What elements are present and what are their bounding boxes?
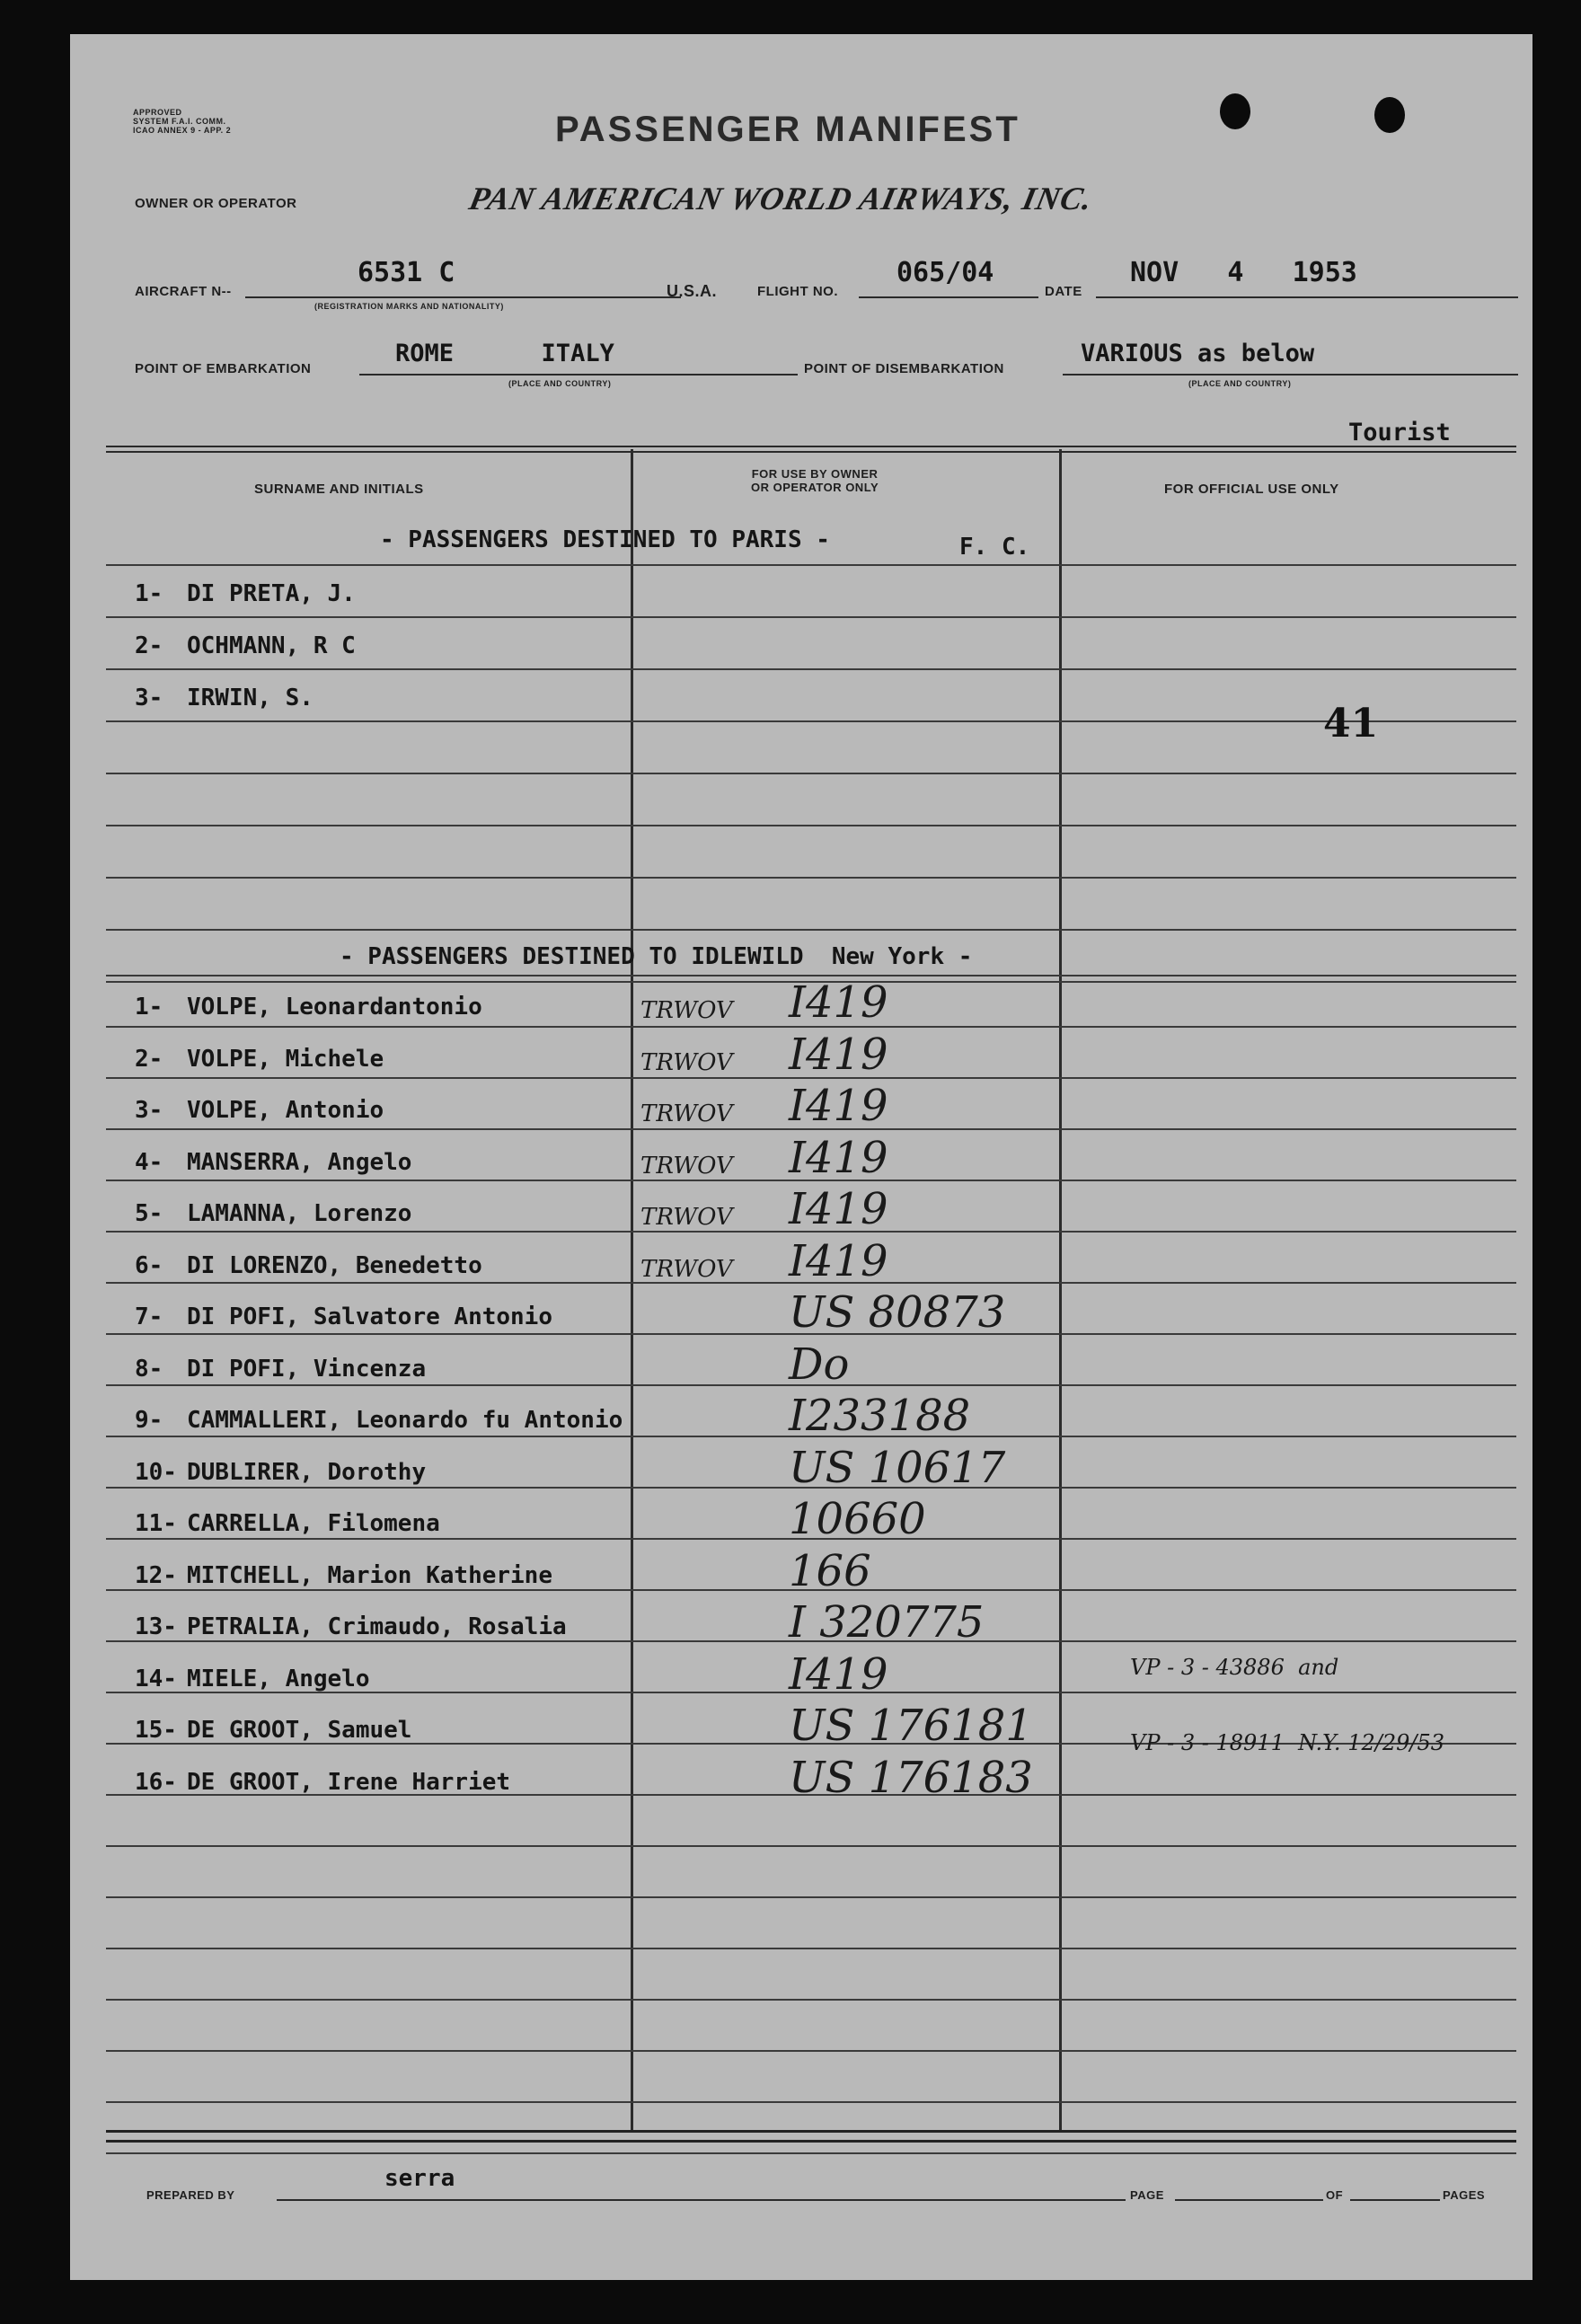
ny-passenger-code: TRWOV xyxy=(640,1048,733,1076)
ny-row-number: 11- xyxy=(135,1510,177,1537)
ny-passenger-name: CAMMALLERI, Leonardo fu Antonio xyxy=(187,1407,623,1434)
date-value: NOV 4 1953 xyxy=(1130,257,1357,288)
prepared-by-label: PREPARED BY xyxy=(146,2188,235,2202)
ny-passenger-name: VOLPE, Michele xyxy=(187,1045,384,1073)
ruled-line xyxy=(106,1896,1516,1898)
ny-passenger-name: MITCHELL, Marion Katherine xyxy=(187,1561,552,1589)
ny-passenger-code: TRWOV xyxy=(640,1152,733,1180)
ny-passenger-id: I419 xyxy=(789,1235,888,1286)
paris-row-number: 2- xyxy=(135,632,163,659)
embark-value: ROME ITALY xyxy=(395,340,614,367)
ny-passenger-id: 10660 xyxy=(789,1494,926,1544)
ny-passenger-code: TRWOV xyxy=(640,1255,733,1283)
ny-row-number: 6- xyxy=(135,1251,163,1279)
ny-passenger-name: LAMANNA, Lorenzo xyxy=(187,1200,412,1227)
ny-row-number: 14- xyxy=(135,1665,177,1692)
ny-passenger-name: DI POFI, Salvatore Antonio xyxy=(187,1303,552,1330)
owner-use-line-2: OR OPERATOR ONLY xyxy=(751,481,879,494)
page-label: PAGE xyxy=(1130,2188,1164,2202)
ny-passenger-name: DI LORENZO, Benedetto xyxy=(187,1251,482,1279)
disembark-underline xyxy=(1063,374,1518,376)
ny-row-number: 1- xyxy=(135,994,163,1021)
of-underline xyxy=(1350,2199,1440,2201)
ruled-line xyxy=(106,1845,1516,1847)
table-top-border xyxy=(106,446,1516,453)
aircraft-underline xyxy=(245,296,681,298)
ny-row-number: 15- xyxy=(135,1717,177,1744)
ny-row-number: 9- xyxy=(135,1407,163,1434)
official-note xyxy=(1130,1604,1444,1806)
paris-row-number: 3- xyxy=(135,685,163,711)
ny-passenger-id: US 176181 xyxy=(789,1701,1033,1751)
ny-row-number: 10- xyxy=(135,1458,177,1486)
flight-underline xyxy=(859,296,1038,298)
approval-note xyxy=(133,108,231,135)
approval-line-3: ICAO ANNEX 9 - APP. 2 xyxy=(133,126,232,135)
column-divider-1 xyxy=(631,449,633,2130)
aircraft-value: 6531 C xyxy=(358,257,455,288)
official-mark-41: 41 xyxy=(1323,701,1379,747)
ruled-line xyxy=(106,564,1516,566)
ny-passenger-id: I419 xyxy=(789,1029,888,1080)
ny-passenger-id: I419 xyxy=(789,1081,888,1131)
owner-use-line-1: FOR USE BY OWNER xyxy=(751,467,879,481)
ruled-line xyxy=(106,877,1516,879)
prepared-by-value: serra xyxy=(384,2165,455,2192)
ny-row-number: 8- xyxy=(135,1355,163,1383)
ny-passenger-id: I233188 xyxy=(789,1391,971,1441)
column-header-surname: SURNAME AND INITIALS xyxy=(254,482,424,497)
ny-passenger-name: DI POFI, Vincenza xyxy=(187,1355,427,1383)
official-note-line-1: VP - 3 - 43886 and xyxy=(1130,1655,1339,1680)
disembark-place-note: (PLACE AND COUNTRY) xyxy=(1188,379,1292,388)
ny-passenger-code: TRWOV xyxy=(640,1204,733,1231)
manifest-sheet xyxy=(70,34,1532,2280)
ruled-line xyxy=(106,2050,1516,2052)
punch-hole-left xyxy=(1220,93,1250,129)
ruled-line xyxy=(106,616,1516,618)
ny-passenger-id: I419 xyxy=(789,977,888,1028)
paris-passenger-name: DI PRETA, J. xyxy=(187,580,356,607)
ny-passenger-id: I419 xyxy=(789,1648,888,1700)
ny-passenger-name: MIELE, Angelo xyxy=(187,1665,370,1692)
disembark-label: POINT OF DISEMBARKATION xyxy=(804,361,1004,376)
ruled-line xyxy=(106,929,1516,931)
ny-passenger-name: VOLPE, Antonio xyxy=(187,1097,384,1124)
ny-passenger-name: DUBLIRER, Dorothy xyxy=(187,1458,427,1486)
ny-passenger-name: CARRELLA, Filomena xyxy=(187,1510,440,1537)
ny-row-number: 13- xyxy=(135,1613,177,1640)
approval-line-2: SYSTEM F.A.I. COMM. xyxy=(133,117,226,126)
ny-passenger-name: DE GROOT, Irene Harriet xyxy=(187,1768,511,1796)
class-label: Tourist xyxy=(1348,419,1451,446)
registration-note: (REGISTRATION MARKS AND NATIONALITY) xyxy=(314,302,504,311)
date-label: DATE xyxy=(1045,284,1082,299)
form-title: PASSENGER MANIFEST xyxy=(555,110,1020,149)
owner-label: OWNER OR OPERATOR xyxy=(135,196,297,211)
ny-passenger-id: I 320775 xyxy=(789,1597,985,1648)
of-label: OF xyxy=(1326,2188,1344,2202)
section-paris-tag: F. C. xyxy=(959,534,1030,561)
ny-row-number: 3- xyxy=(135,1097,163,1124)
paris-passenger-name: IRWIN, S. xyxy=(187,685,314,711)
punch-hole-right xyxy=(1374,97,1405,133)
ny-passenger-name: VOLPE, Leonardantonio xyxy=(187,994,482,1021)
flight-label: FLIGHT NO. xyxy=(757,284,838,299)
ruled-line xyxy=(106,2152,1516,2154)
aircraft-label: AIRCRAFT N-- xyxy=(135,284,232,299)
table-bottom-border xyxy=(106,2130,1516,2143)
ny-passenger-code: TRWOV xyxy=(640,1100,733,1127)
section-idlewild-heading: - PASSENGERS DESTINED TO IDLEWILD New York - xyxy=(340,943,973,970)
ny-row-number: 5- xyxy=(135,1200,163,1227)
ruled-line xyxy=(106,1999,1516,2001)
ny-passenger-name: MANSERRA, Angelo xyxy=(187,1148,412,1176)
ruled-line xyxy=(106,1948,1516,1949)
country-label: U.S.A. xyxy=(667,282,718,300)
paris-passenger-name: OCHMANN, R C xyxy=(187,632,356,659)
embark-place-note: (PLACE AND COUNTRY) xyxy=(508,379,612,388)
column-header-owner-use xyxy=(751,467,879,494)
ny-passenger-name: PETRALIA, Crimaudo, Rosalia xyxy=(187,1613,567,1640)
ny-row-number: 12- xyxy=(135,1561,177,1589)
approval-line-1: APPROVED xyxy=(133,108,182,117)
ny-row-number: 16- xyxy=(135,1768,177,1796)
page-underline xyxy=(1175,2199,1323,2201)
embark-underline xyxy=(359,374,798,376)
ny-passenger-id: US 10617 xyxy=(789,1442,1006,1493)
date-underline xyxy=(1096,296,1518,298)
flight-value: 065/04 xyxy=(896,257,994,288)
ny-passenger-name: DE GROOT, Samuel xyxy=(187,1717,412,1744)
ruled-line xyxy=(106,825,1516,826)
embark-label: POINT OF EMBARKATION xyxy=(135,361,312,376)
ny-passenger-code: TRWOV xyxy=(640,997,733,1024)
paris-row-number: 1- xyxy=(135,580,163,607)
ruled-line xyxy=(106,720,1516,722)
ruled-line xyxy=(106,2101,1516,2103)
section-paris-heading: - PASSENGERS DESTINED TO PARIS - xyxy=(380,526,830,553)
ny-row-number: 2- xyxy=(135,1045,163,1073)
airline-logo: PAN AMERICAN WORLD AIRWAYS, INC. xyxy=(465,181,1097,216)
disembark-value: VARIOUS as below xyxy=(1081,340,1315,367)
pages-label: PAGES xyxy=(1443,2188,1486,2202)
ny-passenger-id: US 80873 xyxy=(789,1287,1006,1338)
ny-passenger-id: 166 xyxy=(789,1545,871,1596)
official-note-line-2: VP - 3 - 18911 N.Y. 12/29/53 xyxy=(1130,1730,1444,1755)
ny-row-number: 7- xyxy=(135,1303,163,1330)
ny-passenger-id: I419 xyxy=(789,1132,888,1183)
ny-passenger-id: US 176183 xyxy=(789,1752,1033,1803)
ny-row-number: 4- xyxy=(135,1148,163,1176)
ruled-line xyxy=(106,773,1516,774)
column-divider-2 xyxy=(1059,449,1062,2130)
ny-passenger-id: Do xyxy=(789,1339,850,1390)
ny-passenger-id: I419 xyxy=(789,1184,888,1234)
prepared-by-underline xyxy=(277,2199,1126,2201)
ruled-line xyxy=(106,668,1516,670)
ruled-line xyxy=(106,975,1516,976)
column-header-official: FOR OFFICIAL USE ONLY xyxy=(1164,482,1339,497)
